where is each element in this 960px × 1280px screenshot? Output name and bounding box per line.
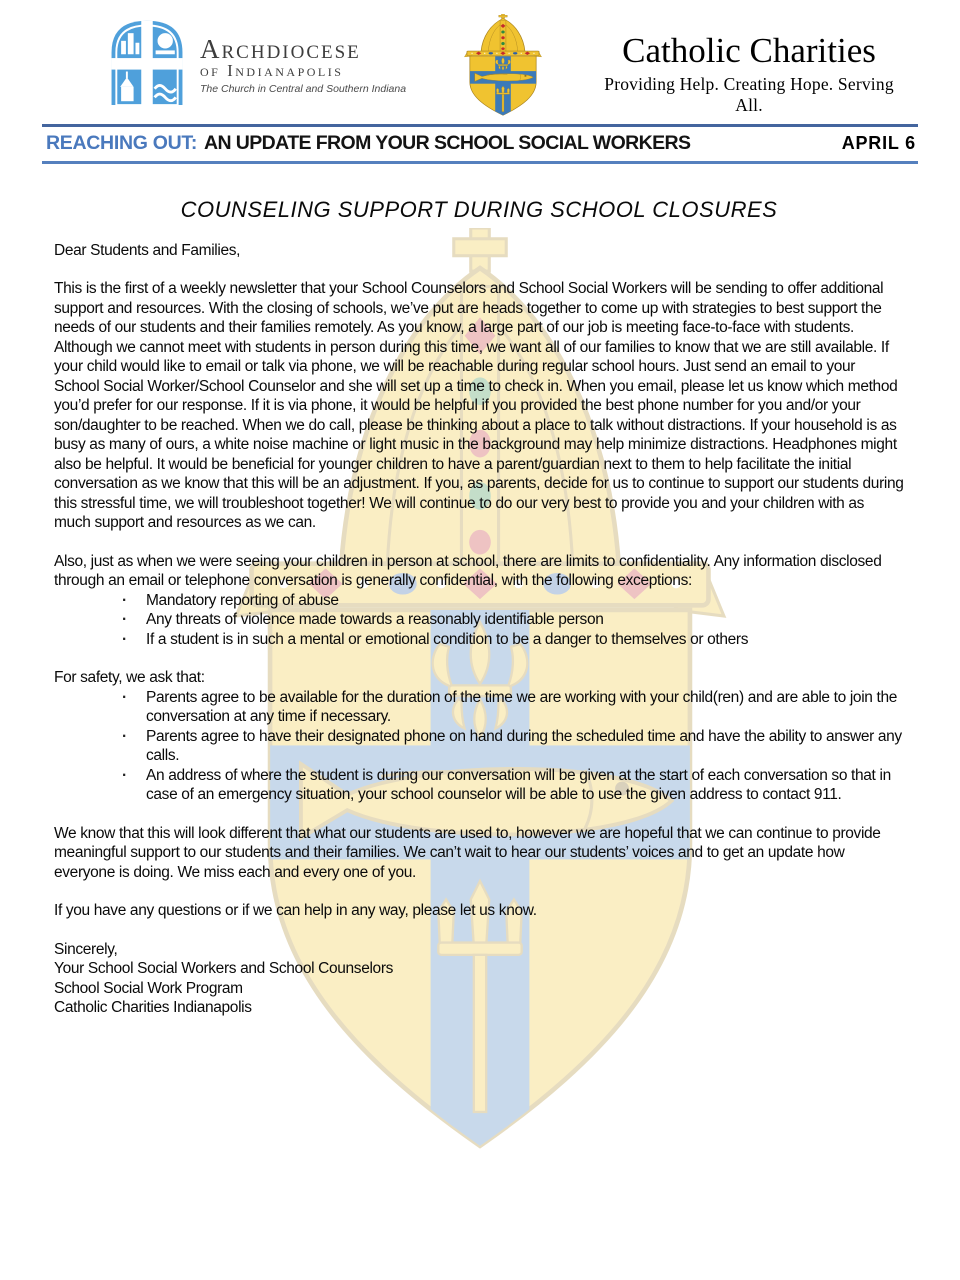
- safety-paragraph: For safety, we ask that:: [54, 669, 205, 686]
- header: [0, 0, 960, 118]
- signoff: Sincerely,: [54, 940, 118, 958]
- banner-label: REACHING OUT:: [46, 132, 198, 154]
- closing-line: School Social Work Program: [54, 979, 243, 997]
- archdiocese-wordmark: [200, 14, 406, 95]
- list-item: · Parents agree to be available for the duration of the time we are working with your child(ren) and are able to join the conversation at any time if necessary.: [146, 688, 904, 727]
- banner-title: AN UPDATE FROM YOUR SCHOOL SOCIAL WORKERS: [204, 132, 691, 154]
- closing-line: Your School Social Workers and School Counselors: [54, 960, 394, 977]
- list-item: · Mandatory reporting of abuse: [146, 591, 904, 611]
- confidentiality-paragraph: Also, just as when we were seeing your children in person at school, there are limits to confidentiality. Any information disclosed through an email or telephone conversation is generally confidential, with the following exceptions:: [54, 552, 882, 589]
- list-item: · If a student is in such a mental or emotional condition to be a danger to themselves or others: [146, 630, 904, 650]
- questions-paragraph: If you have any questions or if we can help in any way, please let us know.: [54, 902, 537, 919]
- catholic-charities-title: Catholic Charities: [622, 31, 876, 70]
- stained-glass-window-icon: [106, 14, 188, 106]
- catholic-charities-tagline: Providing Help. Creating Hope. Serving All.: [604, 74, 894, 115]
- safety-list: [54, 688, 904, 805]
- list-item: · An address of where the student is during our conversation will be given at the start of each conversation so that in case of an emergency situation, your school counselor will be able to use the given address to contact 911.: [146, 766, 904, 805]
- outro-paragraph: We know that this will look different that what our students are used to, however we are hopeful that we can continue to provide meaningful support to our students and their families. We can’t wait to hear our students’ voices and to get an update how everyone is doing. We miss each and every one of you.: [54, 824, 881, 881]
- closing-block: [54, 940, 904, 1018]
- banner-date: APRIL 6: [841, 133, 916, 153]
- catholic-charities-wordmark: [598, 14, 900, 116]
- letter-body: [0, 197, 960, 1018]
- list-item: · Any threats of violence made towards a reasonably identifiable person: [146, 610, 904, 630]
- list-item: · Parents agree to have their designated phone on hand during the scheduled time and have the ability to answer any calls.: [146, 727, 904, 766]
- archdiocese-logo: [106, 14, 406, 106]
- confidentiality-list: [54, 591, 904, 650]
- archdiocese-name-2: of Indianapolis: [200, 61, 344, 80]
- document-title: COUNSELING SUPPORT DURING SCHOOL CLOSURES: [180, 197, 778, 222]
- banner: [42, 124, 918, 164]
- archdiocese-tagline: The Church in Central and Southern Indiana: [200, 83, 407, 95]
- salutation: Dear Students and Families,: [54, 241, 241, 259]
- closing-line: Catholic Charities Indianapolis: [54, 999, 252, 1016]
- archdiocese-name: Archdiocese: [200, 34, 361, 64]
- coat-of-arms-icon: [464, 14, 542, 116]
- intro-paragraph: This is the first of a weekly newsletter that your School Counselors and School Social Workers will be sending to offer additional support and resources. With the closing of schools, we’ve put are heads together to come up with strategies to best support the needs of our students and their families remotely. As you know, a large part of our job is meeting face-to-face with students. Although we cannot meet with students in person during this time, we want all of our families to know that we are still available. If your child would like to email or talk via phone, we will be reachable during regular school hours. Just send an email to your School Social Worker/School Counselor and she will set up a time to check in. When you email, please let us know which method you’d prefer for our response. If it is via phone, it would be helpful if you provided the best phone number for you and/or your son/daughter to be reached. When we do call, please be thinking about a place to talk without distractions. If your household is as busy as many of ours, a white noise machine or light music in the background may help minimize distractions. Headphones might also be helpful. It would be beneficial for younger children to have a parent/guardian next to them to help facilitate the initial conversation as we know that this will be an adjustment. If you, as parents, decide for us to continue to support our students during this stressful time, we will troubleshoot together! We will continue to do our very best to provide you and your children with as much support and resources as we can.: [54, 280, 904, 531]
